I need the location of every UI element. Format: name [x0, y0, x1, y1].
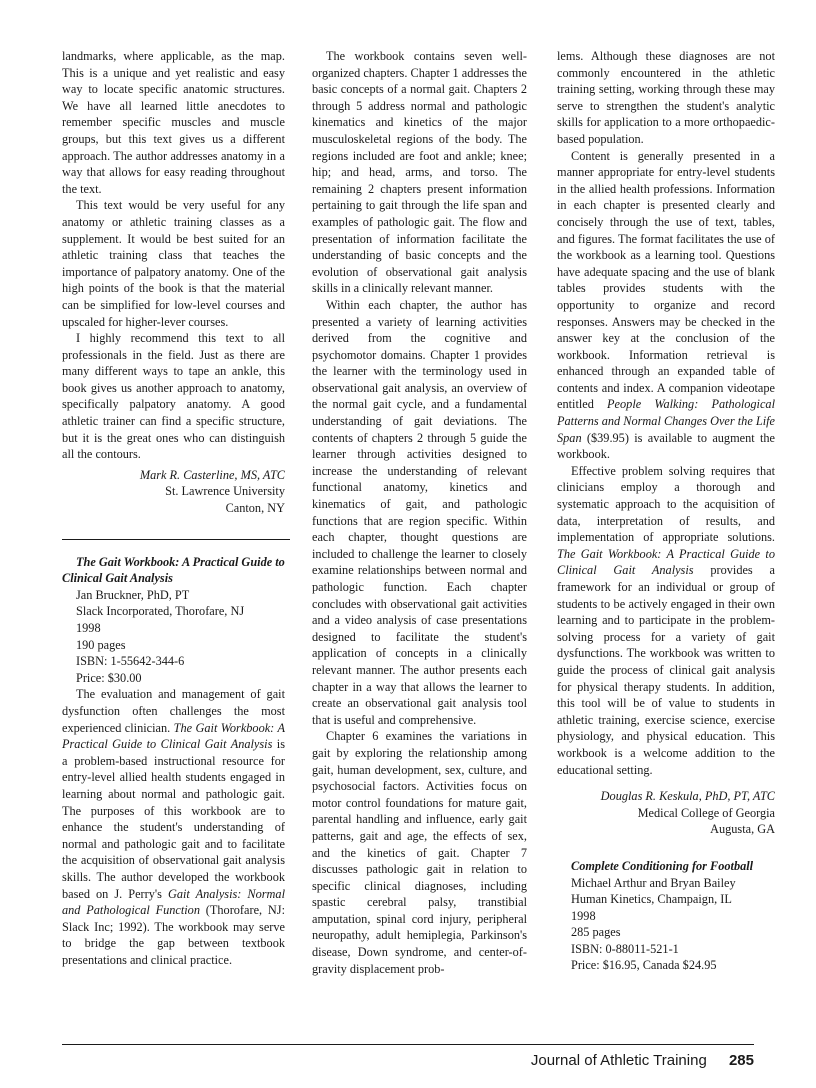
review-paragraph: Within each chapter, the author has presented a variety of learning activities derived from the cognitive and psychomotor domains. Chapter 1 provides the learner with the terminology used in observational gait analysis, an overview of the normal gait cycle, and a fundamental understanding of gait deviations. The contents of chapters 2 through 5 guide the learner through activities designed to increase the understanding of relevant functional anatomy, kinetics and kinematics of gait, and pathologic functions that are region specific. Within each chapter, thought questions are included to challenge the learner to closely examine relationships between normal and pathologic function. Each chapter concludes with observational gait activities and a video analysis of case presentations designed to facilitate the student's application of concepts in a clinically relevant manner. The author presents each chapter in a way that allows the learner to create an observational gait analysis tool that is useful and comprehensive. — [312, 297, 527, 727]
review-paragraph: The evaluation and management of gait dysfunction often challenges the most experienced clinician. The Gait Workbook: A Practical Guide to Clinical Gait Analysis is a problem-based instructional resource for entry-level allied health students engaged in learning about normal and pathologic gait. The purposes of this workbook are to enhance the student's understanding of normal and pathologic gait and to facilitate the acquisition of observational gait analysis skills. The author developed the workbook based on J. Perry's Gait Analysis: Normal and Pathological Function (Thorofare, NJ: Slack Inc; 1992). The workbook may serve to bridge the gap between textbook presentations and clinical practice. — [62, 687, 285, 967]
column-3 — [557, 48, 775, 974]
reviewer-name: Douglas R. Keskula, PhD, PT, ATC — [600, 789, 775, 804]
page-number: 285 — [728, 1052, 754, 1069]
book-year: 1998 — [571, 908, 596, 923]
journal-name: Journal of Athletic Training — [530, 1052, 707, 1069]
book-year: 1998 — [76, 621, 101, 635]
review-paragraph: Chapter 6 examines the variations in gait by exploring the relationship among gait, human development, sex, culture, and psychosocial factors. Activities focus on motor control foundations for mature gait, parental handling and influence, early gait patterns, gait and age, the effects of sex, and the kinetics of gait. Chapter 7 discusses pathologic gait in relation to specific clinical diagnoses, including spastic cerebral palsy, transtibial amputation, spinal cord injury, peripheral neuropathy, adult hemiplegia, Parkinson's disease, Down syndrome, and center-of-gravity displacement prob- — [312, 729, 527, 976]
reviewer-signature — [62, 467, 285, 517]
review-paragraph: landmarks, where applicable, as the map. This is a unique and yet realistic and easy way to locate specific anatomic structures. We have all learned little anecdotes to remember specific muscles and muscle groups, but this text gives us a different approach. The author addresses anatomy in a way that allows for easy reading throughout the text. — [62, 49, 285, 196]
review-paragraph: lems. Although these diagnoses are not commonly encountered in the athletic training setting, working through these may serve to strengthen the student's analytic skills for application to a more orthopaedic-based population. — [557, 49, 775, 146]
reviewer-signature — [557, 788, 775, 838]
section-divider — [62, 539, 290, 540]
review-paragraph: The workbook contains seven well-organized chapters. Chapter 1 addresses the basic concepts of a normal gait. Chapters 2 through 5 address normal and pathologic kinematics and kinetics of the major musculoskeletal regions of the body. The regions included are foot and ankle; knee; hip; and head, arms, and torso. The remaining 2 chapters present information pertaining to gait through the life span and examples of pathologic gait. The flow and presentation of information facilitate the understanding of basic concepts and the evolution of observational gait analysis skills in a clinically relevant manner. — [312, 49, 527, 296]
book-isbn: ISBN: 0-88011-521-1 — [571, 941, 679, 956]
reviewer-location: Canton, NY — [225, 501, 285, 516]
reviewer-name: Mark R. Casterline, MS, ATC — [139, 467, 285, 482]
column-2 — [312, 48, 527, 977]
review-paragraph: Effective problem solving requires that clinicians employ a thorough and systematic approach to the acquisition of data, interpretation of results, and implementation of appropriate solutions. The Gait Workbook: A Practical Guide to Clinical Gait Analysis provides a framework for an individual or group of students to be actively engaged in their own learning and to participate in the problem-solving process for a variety of gait dysfunctions. The workbook was written to guide the process of clinical gait analysis for physical therapy students. In addition, this tool will be of value to students in athletic training, exercise science, exercise physiology, and physical education. This workbook is a welcome addition to the educational setting. — [557, 463, 775, 777]
book-publisher: Slack Incorporated, Thorofare, NJ — [76, 604, 245, 619]
book-price: Price: $16.95, Canada $24.95 — [571, 958, 717, 973]
column-1 — [62, 48, 285, 968]
book-title: The Gait Workbook: A Practical Guide to Clinical Gait Analysis — [62, 554, 285, 586]
footer-divider — [62, 1044, 754, 1045]
book-pages: 285 pages — [571, 925, 621, 940]
book-pages: 190 pages — [76, 637, 126, 652]
book-author: Jan Bruckner, PhD, PT — [76, 587, 190, 602]
book-isbn: ISBN: 1-55642-344-6 — [76, 654, 185, 669]
book-author: Michael Arthur and Bryan Bailey — [571, 875, 736, 890]
reviewer-location: Augusta, GA — [710, 822, 775, 837]
book-publisher: Human Kinetics, Champaign, IL — [571, 892, 732, 907]
review-paragraph: This text would be very useful for any anatomy or athletic training classes as a supplement. It would be best suited for an athletic training class that teaches the importance of palpatory anatomy. One of the high points of the book is that the material can be simplified for low-level courses and upscaled for higher-lever courses. — [62, 198, 285, 329]
book-price: Price: $30.00 — [76, 670, 142, 685]
reviewer-affiliation: St. Lawrence University — [165, 484, 285, 499]
review-paragraph: I highly recommend this text to all professionals in the field. Just as there are many different ways to tape an ankle, this book gives us another approach to anatomy, specifically palpatory anatomy. A good athletic trainer can find a specific structure, but it is the great ones who can distinguish all the contours. — [62, 331, 285, 462]
reviewer-affiliation: Medical College of Georgia — [637, 805, 775, 820]
review-paragraph: Content is generally presented in a manner appropriate for entry-level students in the allied health professions. Information in each chapter is presented clearly and concisely through the use of text, tables, and figures. The format facilitates the use of the workbook as a learning tool. Questions have adequate spacing and the use of blank tables provides students with the opportunity to organize and record responses. Answers may be checked in the answer key at the conclusion of the workbook. Information retrieval is enhanced through an expanded table of contents and index. A companion videotape entitled People Walking: Pathological Patterns and Normal Changes Over the Life Span ($39.95) is available to augment the workbook. — [557, 148, 775, 462]
page-footer — [531, 1052, 754, 1069]
book-title: Complete Conditioning for Football — [571, 858, 754, 873]
